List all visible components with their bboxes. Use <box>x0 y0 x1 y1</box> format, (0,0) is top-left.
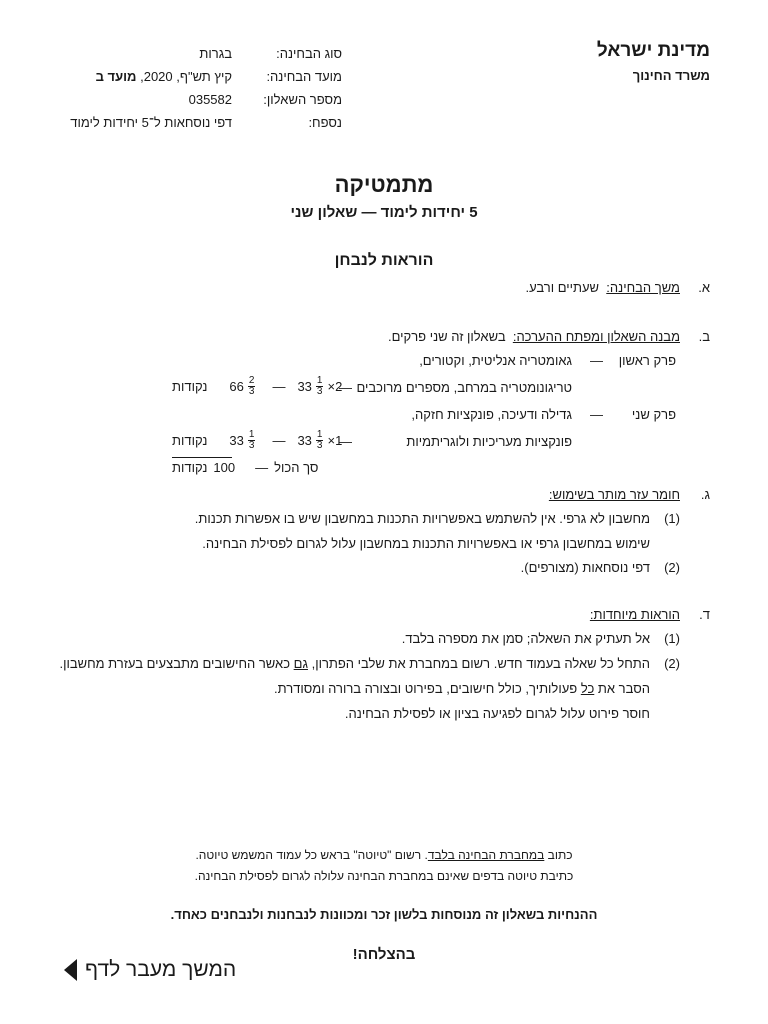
section-b-label: מבנה השאלון ומפתח ההערכה: <box>512 329 680 344</box>
section-d-item-2-line-2: הסבר את כל פעולותיך, כולל חישובים, בפירוט ובצורה ברורה ומסודרת. <box>274 681 650 696</box>
meta-label-exam-type: סוג הבחינה: <box>276 46 342 61</box>
section-a-label: משך הבחינה: <box>606 280 680 295</box>
section-d-item-1-line-1: אל תעתיק את השאלה; סמן את מספרה בלבד. <box>401 631 650 646</box>
meta-value-questionnaire: 035582 <box>188 92 232 107</box>
draft-note-line-1: כתוב במחברת הבחינה בלבד. רשום "טיוטה" בראש כל עמוד המשמש טיוטה. <box>195 848 573 862</box>
gender-note: ההנחיות בשאלון זה מנוסחות בלשון זכר ומכוונות לנבחנות ולנבחנים כאחד. <box>170 907 598 922</box>
chapter-1-points-label: נקודות <box>172 378 208 394</box>
section-c-letter: ג. <box>700 487 710 502</box>
total-value: 100 <box>213 460 236 475</box>
meta-label-appendix: נספח: <box>308 115 342 130</box>
calc-dash: — <box>272 378 286 394</box>
chapter-2-result: 33 <box>229 432 244 448</box>
chapter-1-topics-1: גאומטריה אנליטית, וקטורים, <box>419 353 572 368</box>
total-label: סך הכול <box>274 460 319 475</box>
chapter-2-multiplier: ×1 <box>327 432 343 448</box>
section-a-text: שעתיים ורבע. <box>525 280 600 295</box>
chapter-1-dash: — <box>590 353 603 368</box>
total-dash: — <box>255 460 269 475</box>
section-d-item-1-number: (1) <box>664 631 680 646</box>
total-row <box>172 460 318 475</box>
chapter-1-base: 33 <box>297 378 312 394</box>
good-luck: בהצלחה! <box>352 946 416 963</box>
chapter-2-points-label: נקודות <box>172 432 208 448</box>
fraction-two-thirds: $\frac{2}{3}$ <box>248 374 255 397</box>
meta-label-questionnaire: מספר השאלון: <box>263 92 342 107</box>
chapter-2-topics-1: גדילה ודעיכה, פונקציות חזקה, <box>411 407 572 422</box>
draft-note-line-2: כתיבת טיוטה בדפים שאינם במחברת הבחינה עלולה לגרום לפסילת הבחינה. <box>194 869 574 883</box>
section-d-item-2-line-1: התחל כל שאלה בעמוד חדש. רשום במחברת את שלבי הפתרון, גם כאשר החישובים מתבצעים בעזרת מחשבון. <box>59 656 650 671</box>
section-b-letter: ב. <box>698 329 710 344</box>
section-a-letter: א. <box>698 280 710 295</box>
chapter-2-name: פרק שני <box>631 407 676 422</box>
section-d-item-2-line-3: חוסר פירוט עלול לגרום לפגיעה בציון או לפסילת הבחינה. <box>344 706 650 721</box>
arrow-left-icon <box>64 959 77 981</box>
section-d-letter: ד. <box>699 607 710 622</box>
chapter-1-result: 66 <box>229 378 244 394</box>
page-title: מתמטיקה <box>334 172 434 197</box>
fraction-one-third-result: $\frac{1}{3}$ <box>248 428 255 451</box>
section-b-text: בשאלון זה שני פרקים. <box>388 329 506 344</box>
chapter-2-calculation <box>172 426 342 454</box>
continue-label: המשך מעבר לדף <box>85 958 237 981</box>
chapter-1-name: פרק ראשון <box>618 353 676 368</box>
chapter-2-dash-2: — <box>339 434 352 449</box>
total-divider <box>172 457 232 458</box>
section-c-item-2-line-1: דפי נוסחאות (מצורפים). <box>520 560 650 575</box>
section-b <box>388 329 680 344</box>
chapter-1-multiplier: ×2 <box>327 378 343 394</box>
chapter-2-dash: — <box>590 407 603 422</box>
section-c-item-1-number: (1) <box>664 511 680 526</box>
meta-value-exam-type: בגרות <box>199 46 232 61</box>
chapter-2-topics-2: פונקציות מעריכיות ולוגריתמיות <box>406 434 572 449</box>
section-c-label: חומר עזר מותר בשימוש: <box>548 487 680 502</box>
section-c-item-1-line-2: שימוש במחשבון גרפי או באפשרויות התכנות במחשבון עלול לגרום לפסילת הבחינה. <box>202 536 650 551</box>
continue-next-page <box>64 958 236 982</box>
state-title: מדינת ישראל <box>596 40 710 61</box>
section-c-item-1-line-1: מחשבון לא גרפי. אין להשתמש באפשרויות התכנות במחשבון שיש בו אפשרות תכנות. <box>194 511 650 526</box>
section-d-label: הוראות מיוחדות: <box>589 607 680 622</box>
fraction-one-third: $\frac{1}{3}$ <box>316 374 323 397</box>
chapter-1-dash-2: — <box>339 380 352 395</box>
meta-value-appendix: דפי נוסחאות ל־5 יחידות לימוד <box>70 115 232 130</box>
meta-value-exam-date: קיץ תש"ף, 2020, מועד ב <box>95 69 232 84</box>
total-points-label: נקודות <box>172 460 208 475</box>
ministry-title: משרד החינוך <box>632 68 710 83</box>
instructions-title: הוראות לנבחן <box>334 252 434 269</box>
section-a <box>525 280 680 295</box>
calc-dash-2: — <box>272 432 286 448</box>
chapter-1-calculation <box>172 372 342 400</box>
section-c-item-2-number: (2) <box>664 560 680 575</box>
chapter-1-topics-2: טריגונומטריה במרחב, מספרים מרוכבים <box>356 380 572 395</box>
section-d-item-2-number: (2) <box>664 656 680 671</box>
fraction-one-third-base: $\frac{1}{3}$ <box>316 428 323 451</box>
chapter-2-base: 33 <box>297 432 312 448</box>
page-subtitle: 5 יחידות לימוד — שאלון שני <box>290 204 478 221</box>
meta-label-exam-date: מועד הבחינה: <box>266 69 342 84</box>
